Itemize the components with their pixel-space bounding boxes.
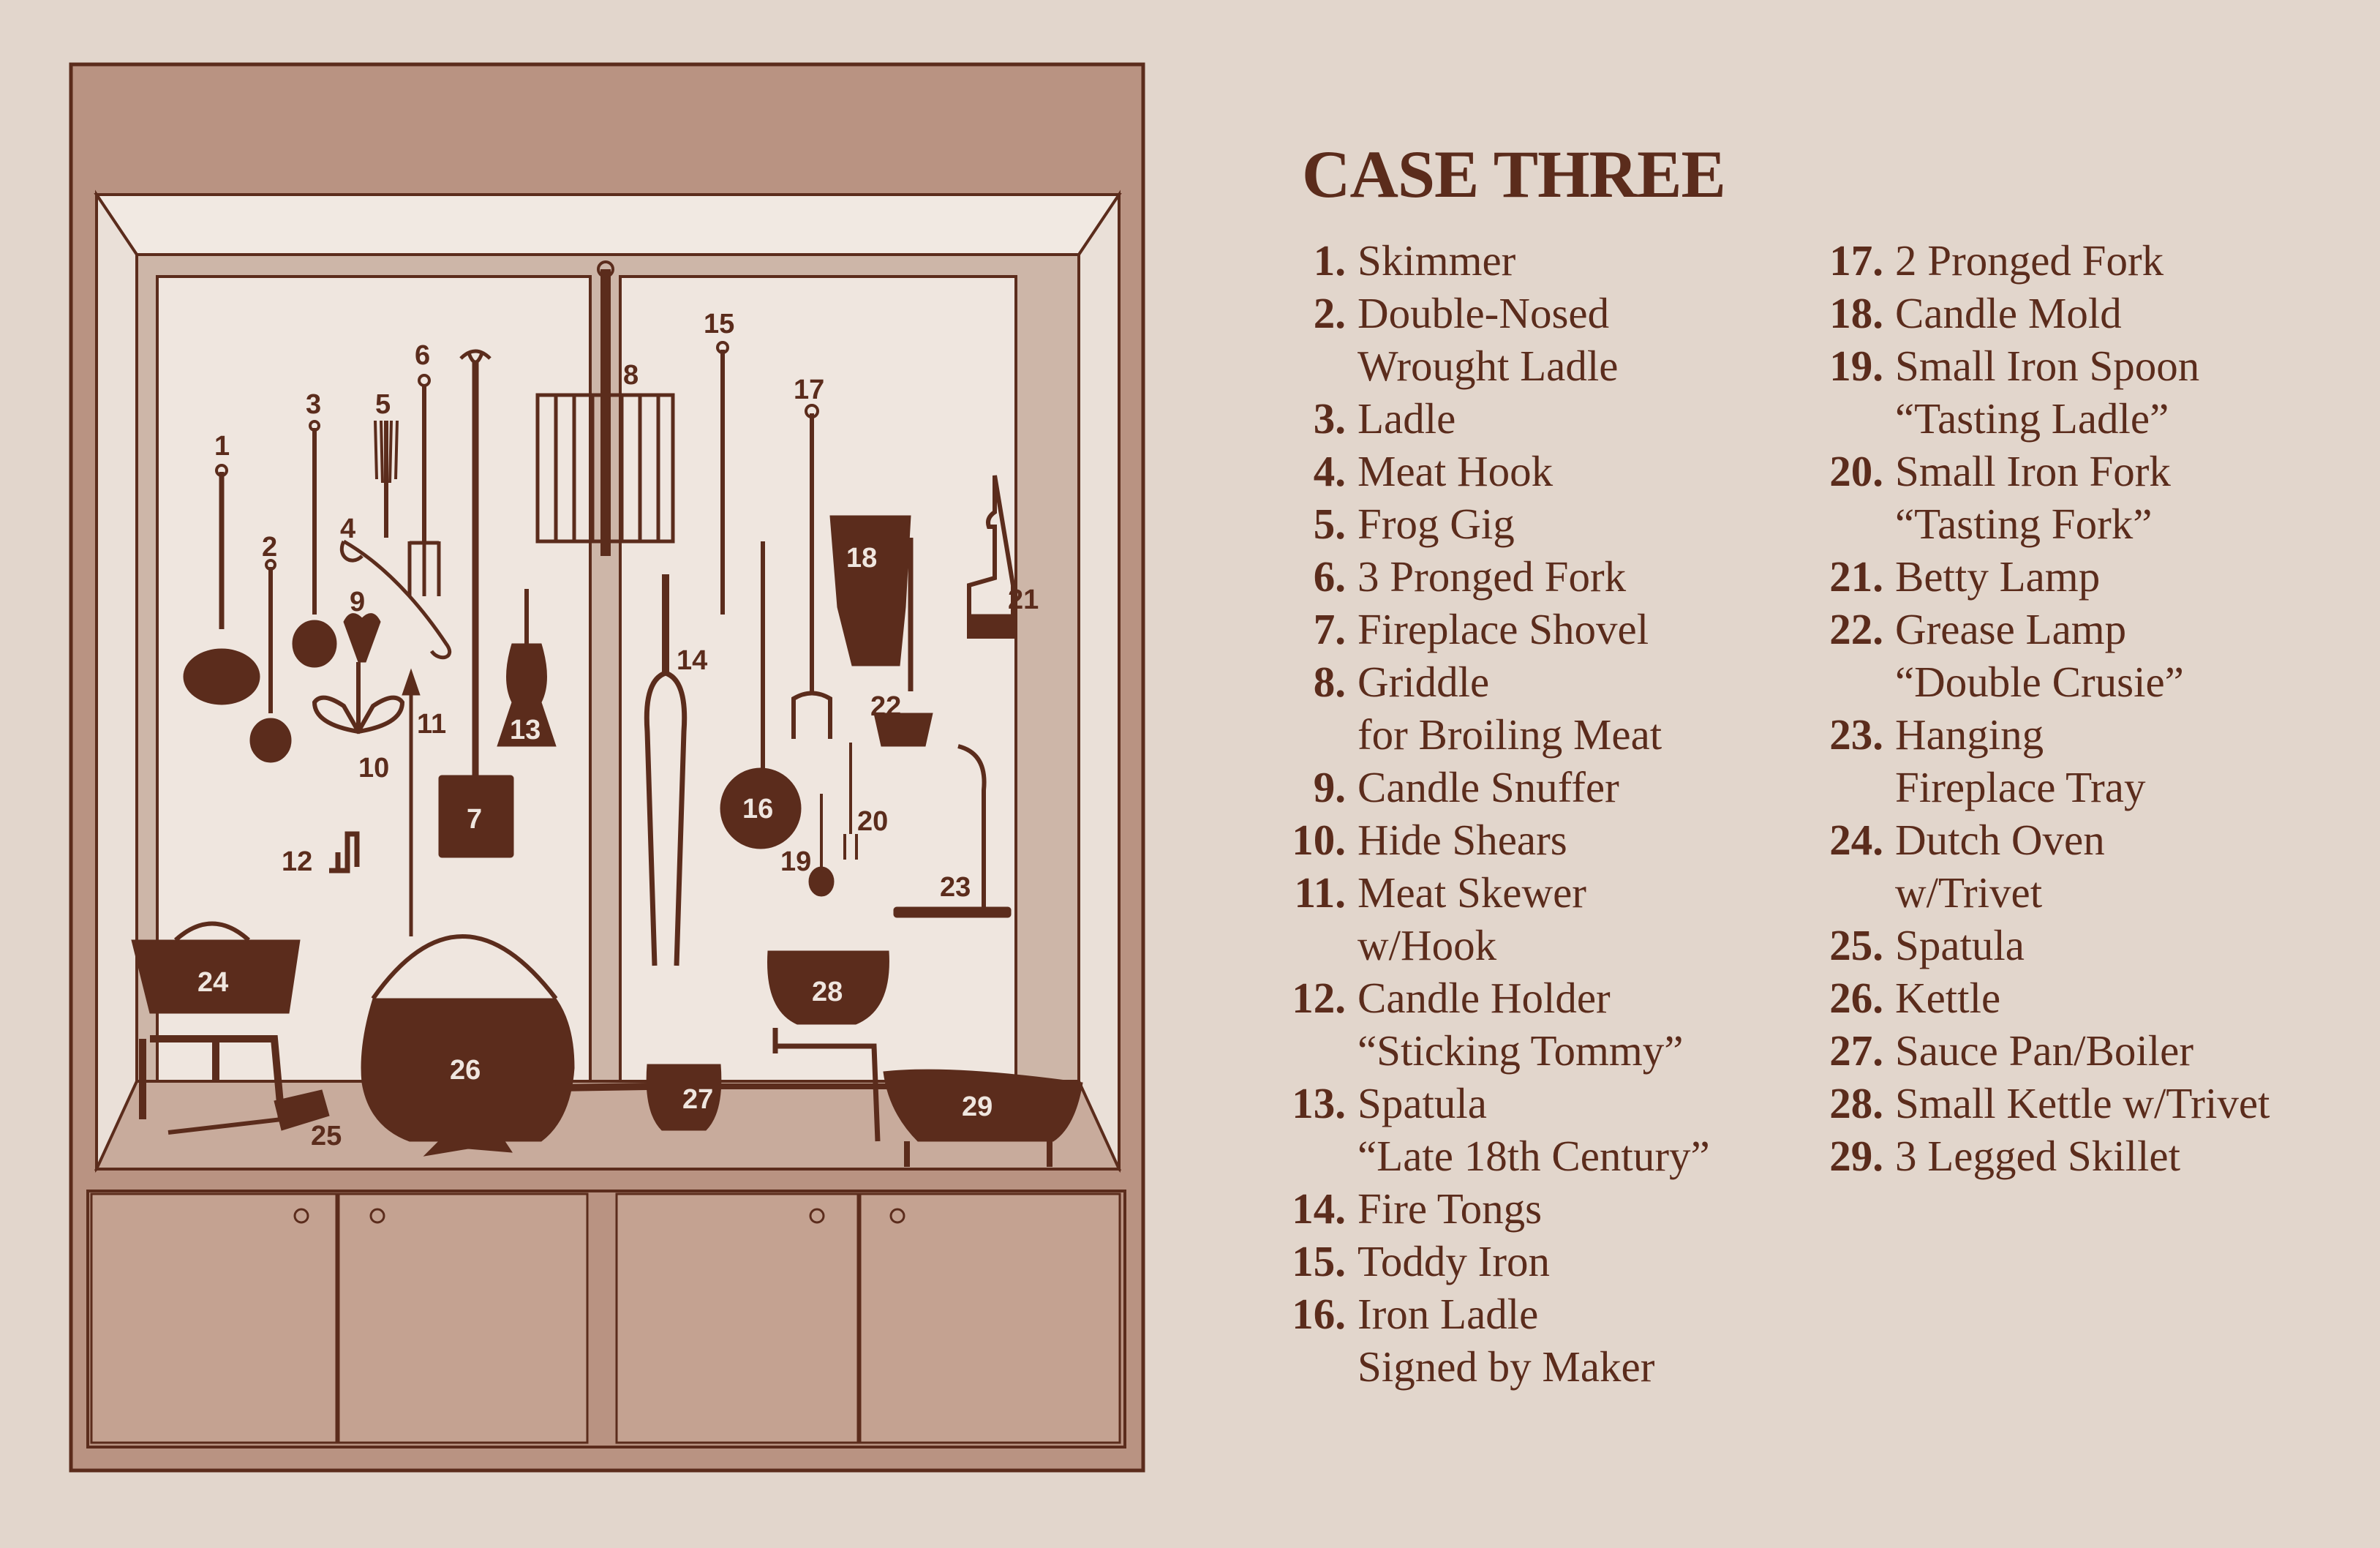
legend-item — [1273, 1235, 1799, 1288]
skimmer-shape — [184, 649, 260, 705]
legend-item-text: 3 Legged Skillet — [1895, 1132, 2180, 1180]
case-left-bevel — [97, 195, 137, 1169]
legend-item-number: 23. — [1829, 710, 1883, 759]
legend-item-text: Hanging — [1895, 710, 2044, 759]
legend-item-number: 3. — [1313, 394, 1346, 443]
legend-item-text: Kettle — [1895, 974, 2001, 1022]
legend-item — [1273, 1077, 1799, 1182]
label-2: 2 — [262, 532, 278, 563]
legend-item-number: 12. — [1292, 974, 1346, 1022]
legend-item-text: Candle Holder — [1357, 974, 1611, 1022]
label-11: 11 — [417, 709, 447, 740]
label-19: 19 — [780, 846, 812, 877]
label-23: 23 — [940, 872, 971, 903]
ladle-shape — [293, 620, 336, 667]
legend-item-text: Toddy Iron — [1357, 1237, 1550, 1285]
legend-item-number: 2. — [1313, 289, 1346, 337]
legend-item — [1810, 550, 2366, 603]
label-24: 24 — [197, 967, 229, 998]
legend-item-text: for Broiling Meat — [1357, 710, 1662, 759]
legend-item — [1810, 339, 2366, 445]
legend-item-number: 14. — [1292, 1184, 1346, 1233]
case-title: CASE THREE — [1302, 137, 1725, 211]
label-18: 18 — [846, 543, 878, 574]
legend-item-number: 29. — [1829, 1132, 1883, 1180]
label-4: 4 — [340, 514, 356, 544]
legend-item — [1273, 234, 1799, 287]
legend-item-number: 21. — [1829, 552, 1883, 601]
legend-item-text: Spatula — [1895, 921, 2025, 969]
legend-item — [1810, 972, 2366, 1024]
legend-item — [1810, 814, 2366, 919]
legend-item — [1273, 287, 1799, 392]
legend-item — [1810, 445, 2366, 550]
legend-item-text: Griddle — [1357, 658, 1490, 706]
legend-item — [1810, 1130, 2366, 1182]
legend-item-number: 6. — [1313, 552, 1346, 601]
legend-item-text: “Sticking Tommy” — [1357, 1026, 1684, 1075]
label-7: 7 — [467, 804, 483, 835]
label-15: 15 — [704, 309, 735, 339]
legend-item — [1273, 972, 1799, 1077]
legend-item — [1273, 655, 1799, 761]
legend-item-text: Ladle — [1357, 394, 1456, 443]
legend-item-number: 24. — [1829, 816, 1883, 864]
legend-item-number: 25. — [1829, 921, 1883, 969]
legend-item-text: Meat Skewer — [1357, 868, 1586, 917]
label-12: 12 — [282, 846, 313, 877]
legend-item-text: Small Iron Spoon — [1895, 342, 2200, 390]
legend-item-text: “Double Crusie” — [1895, 658, 2184, 706]
label-10: 10 — [358, 753, 390, 784]
legend-item — [1273, 445, 1799, 497]
label-26: 26 — [450, 1055, 481, 1086]
cabinet-door-1 — [91, 1194, 336, 1443]
legend-item-text: Small Iron Fork — [1895, 447, 2171, 495]
legend-item-number: 1. — [1313, 236, 1346, 285]
label-14: 14 — [677, 645, 708, 676]
legend-item-text: Betty Lamp — [1895, 552, 2101, 601]
legend-item-number: 8. — [1313, 658, 1346, 706]
legend-item-number: 27. — [1829, 1026, 1883, 1075]
legend-item-text: “Tasting Ladle” — [1895, 394, 2169, 443]
legend-item — [1273, 1182, 1799, 1235]
legend-item — [1810, 1077, 2366, 1130]
legend-item-text: Small Kettle w/Trivet — [1895, 1079, 2270, 1127]
legend-item-number: 9. — [1313, 763, 1346, 811]
legend-item — [1810, 919, 2366, 972]
legend-item — [1810, 234, 2366, 287]
legend-item-number: 15. — [1292, 1237, 1346, 1285]
legend-item-text: Fireplace Tray — [1895, 763, 2146, 811]
legend-item-text: Fire Tongs — [1357, 1184, 1543, 1233]
legend-item-number: 26. — [1829, 974, 1883, 1022]
label-29: 29 — [962, 1092, 993, 1122]
legend-item-text: Sauce Pan/Boiler — [1895, 1026, 2193, 1075]
legend-item-text: 3 Pronged Fork — [1357, 552, 1627, 601]
legend-item-text: w/Trivet — [1895, 868, 2043, 917]
label-3: 3 — [306, 389, 322, 420]
legend-item-text: Grease Lamp — [1895, 605, 2127, 653]
legend-right-column — [1810, 234, 2366, 1182]
legend-item-text: w/Hook — [1357, 921, 1497, 969]
legend-item — [1810, 708, 2366, 814]
label-22: 22 — [870, 691, 902, 722]
legend-item-text: Candle Snuffer — [1357, 763, 1619, 811]
legend-item — [1273, 550, 1799, 603]
label-20: 20 — [857, 806, 889, 837]
wrought-ladle-shape — [250, 718, 291, 762]
legend-item — [1273, 866, 1799, 972]
legend-item — [1810, 1024, 2366, 1077]
display-case-diagram — [0, 0, 1156, 1492]
legend-item — [1273, 497, 1799, 550]
legend-item-number: 22. — [1829, 605, 1883, 653]
legend-item-text: 2 Pronged Fork — [1895, 236, 2164, 285]
legend-item — [1810, 287, 2366, 339]
legend-item — [1273, 1288, 1799, 1393]
legend-item-number: 19. — [1829, 342, 1883, 390]
label-16: 16 — [742, 794, 774, 824]
legend-item-number: 7. — [1313, 605, 1346, 653]
cabinet-door-3 — [617, 1194, 858, 1443]
legend-item-text: Spatula — [1357, 1079, 1487, 1127]
legend-item — [1273, 603, 1799, 655]
legend-item-text: “Late 18th Century” — [1357, 1132, 1710, 1180]
legend-item-number: 17. — [1829, 236, 1883, 285]
legend-item-text: Signed by Maker — [1357, 1342, 1655, 1391]
legend-item-text: Double-Nosed — [1357, 289, 1610, 337]
legend-item-text: Dutch Oven — [1895, 816, 2105, 864]
label-5: 5 — [375, 389, 391, 420]
legend-item-text: Hide Shears — [1357, 816, 1567, 864]
cabinet-door-4 — [860, 1194, 1120, 1443]
label-1: 1 — [214, 431, 230, 462]
legend-item-text: Candle Mold — [1895, 289, 2122, 337]
legend-item-number: 11. — [1294, 868, 1346, 917]
label-25: 25 — [311, 1121, 342, 1151]
legend-item — [1273, 814, 1799, 866]
label-17: 17 — [794, 375, 825, 405]
legend-left-column — [1273, 234, 1799, 1393]
legend-item — [1810, 603, 2366, 708]
case-top-bevel — [97, 195, 1119, 255]
small-iron-spoon-shape — [809, 867, 834, 896]
legend-item-text: Frog Gig — [1357, 500, 1515, 548]
legend-item — [1273, 761, 1799, 814]
case-right-bevel — [1079, 195, 1119, 1169]
legend-item-number: 20. — [1829, 447, 1883, 495]
label-6: 6 — [415, 340, 431, 371]
legend-item-number: 28. — [1829, 1079, 1883, 1127]
legend-item-text: Wrought Ladle — [1357, 342, 1619, 390]
label-9: 9 — [350, 587, 366, 617]
legend-item-number: 16. — [1292, 1290, 1346, 1338]
legend-item-text: “Tasting Fork” — [1895, 500, 2153, 548]
legend-item-number: 10. — [1292, 816, 1346, 864]
legend-item-number: 4. — [1313, 447, 1346, 495]
legend-item-number: 13. — [1292, 1079, 1346, 1127]
legend-item-number: 18. — [1829, 289, 1883, 337]
legend-item-text: Meat Hook — [1357, 447, 1554, 495]
label-28: 28 — [812, 977, 843, 1007]
legend-item-number: 5. — [1313, 500, 1346, 548]
legend-item-text: Skimmer — [1357, 236, 1516, 285]
cabinet-door-2 — [339, 1194, 587, 1443]
legend-item — [1273, 392, 1799, 445]
label-21: 21 — [1008, 585, 1039, 615]
label-8: 8 — [623, 360, 639, 391]
legend-item-text: Iron Ladle — [1357, 1290, 1539, 1338]
legend-item-text: Fireplace Shovel — [1357, 605, 1649, 653]
label-13: 13 — [510, 715, 541, 745]
label-27: 27 — [682, 1084, 714, 1115]
